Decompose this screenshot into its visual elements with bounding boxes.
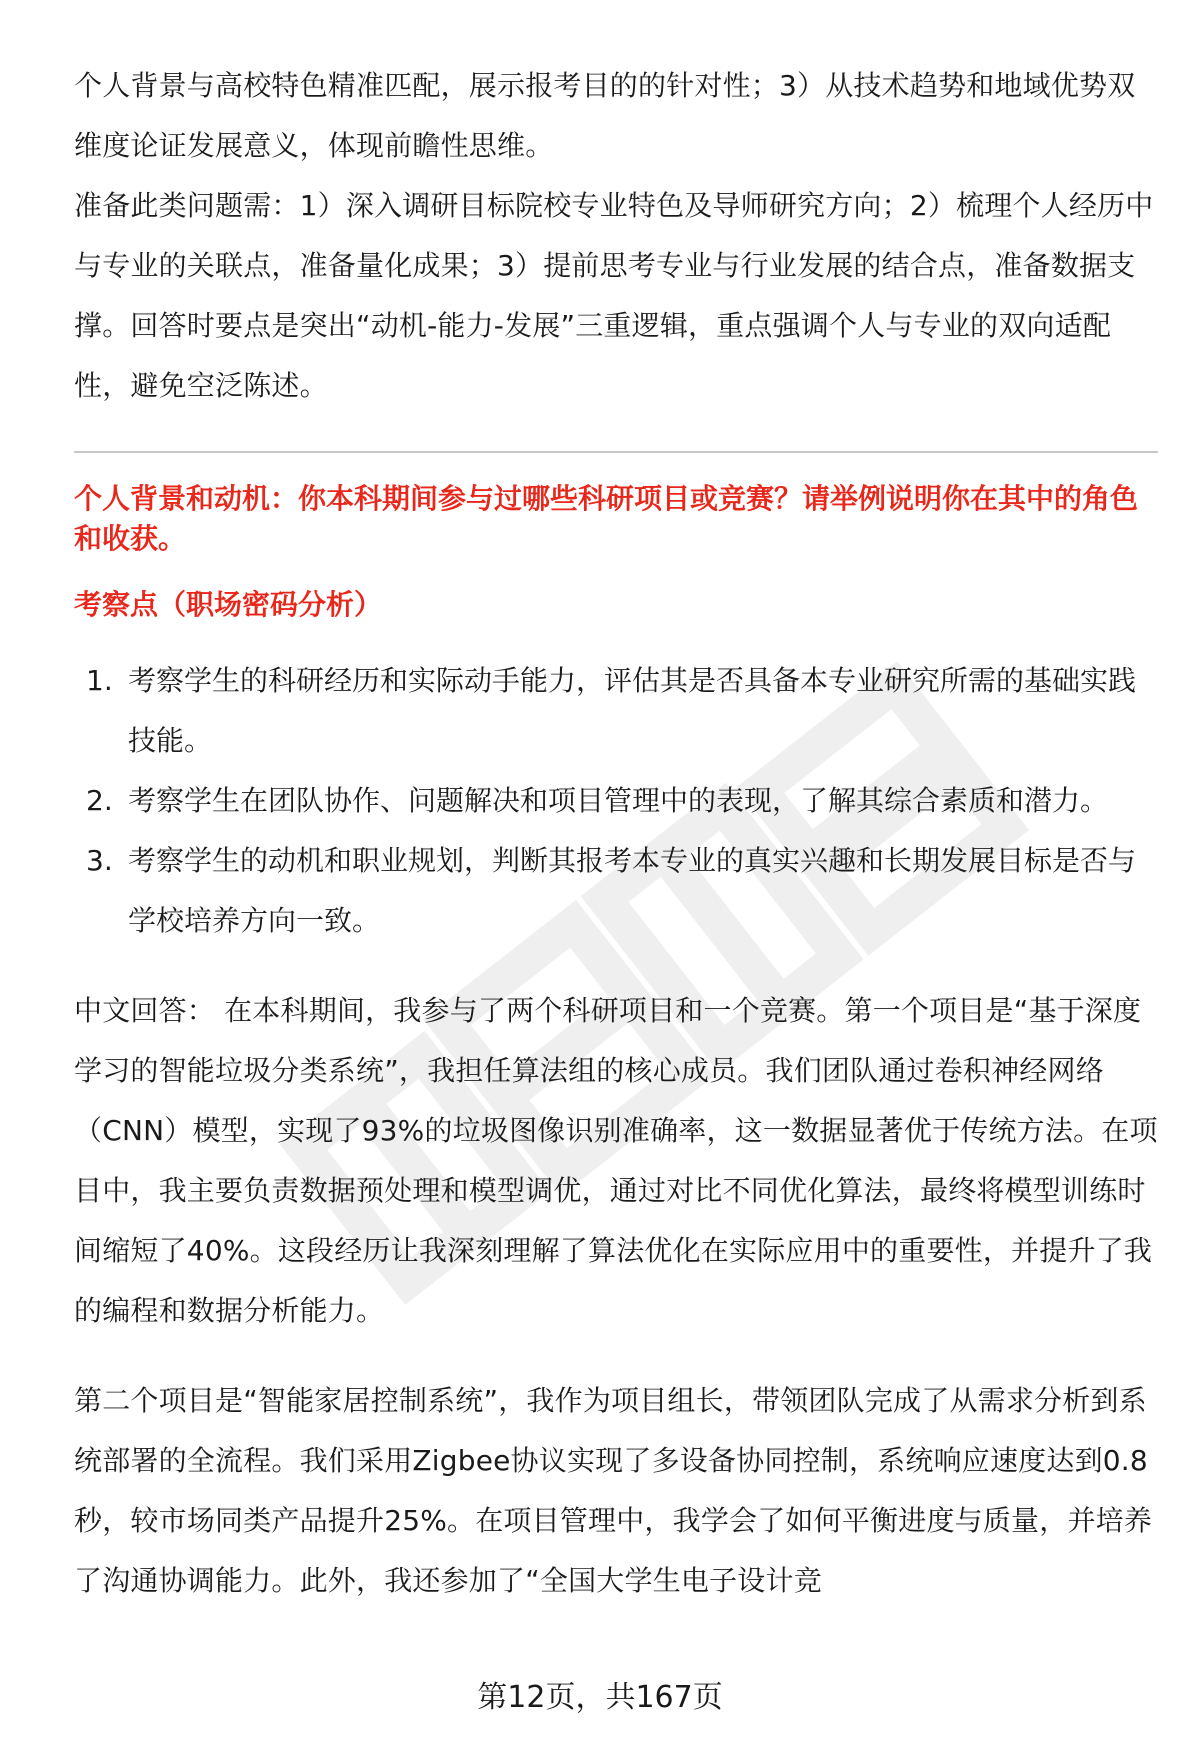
intro-paragraph-2: 准备此类问题需：1）深入调研目标院校专业特色及导师研究方向；2）梳理个人经历中与专业的关联点，准备量化成果；3）提前思考专业与行业发展的结合点，准备数据支撑。回答时要点是突出“动机-能力-发展”三重逻辑，重点强调个人与专业的双向适配性，避免空泛陈述。 [74, 189, 1154, 402]
list-item-number: 2. [86, 784, 113, 817]
points-list [74, 651, 1158, 951]
answer-paragraph-2: 第二个项目是“智能家居控制系统”，我作为项目组长，带领团队完成了从需求分析到系统部署的全流程。我们采用Zigbee协议实现了多设备协同控制，系统响应速度达到0.8秒，较市场同类产品提升25%。在项目管理中，我学会了如何平衡进度与质量，并培养了沟通协调能力。此外，我还参加了“全国大学生电子设计竞 [74, 1384, 1153, 1597]
list-item [74, 651, 1158, 771]
question-heading: 个人背景和动机：你本科期间参与过哪些科研项目或竞赛？请举例说明你在其中的角色和收获。 [74, 482, 1139, 555]
list-item-text: 考察学生在团队协作、问题解决和项目管理中的表现，了解其综合素质和潜力。 [128, 784, 1109, 817]
document-page [74, 56, 1158, 1611]
answer-paragraph-1: 中文回答： 在本科期间，我参与了两个科研项目和一个竞赛。第一个项目是“基于深度学习的智能垃圾分类系统”，我担任算法组的核心成员。我们团队通过卷积神经网络（CNN）模型，实现了93%的垃圾图像识别准确率，这一数据显著优于传统方法。在项目中，我主要负责数据预处理和模型调优，通过对比不同优化算法，最终将模型训练时间缩短了40%。这段经历让我深刻理解了算法优化在实际应用中的重要性，并提升了我的编程和数据分析能力。 [74, 994, 1158, 1327]
intro-paragraph-1: 个人背景与高校特色精准匹配，展示报考目的的针对性；3）从技术趋势和地域优势双维度论证发展意义，体现前瞻性思维。 [74, 69, 1136, 162]
list-item-text: 考察学生的动机和职业规划，判断其报考本专业的真实兴趣和长期发展目标是否与学校培养方向一致。 [128, 844, 1137, 937]
list-item-number: 3. [86, 844, 113, 877]
section-divider [74, 451, 1158, 453]
list-item [74, 831, 1158, 951]
list-item [74, 771, 1158, 831]
list-item-text: 考察学生的科研经历和实际动手能力，评估其是否具备本专业研究所需的基础实践技能。 [128, 664, 1137, 757]
page-number: 第12页，共167页 [477, 1680, 723, 1715]
section-title: 考察点（职场密码分析） [74, 588, 383, 621]
list-item-number: 1. [86, 664, 113, 697]
